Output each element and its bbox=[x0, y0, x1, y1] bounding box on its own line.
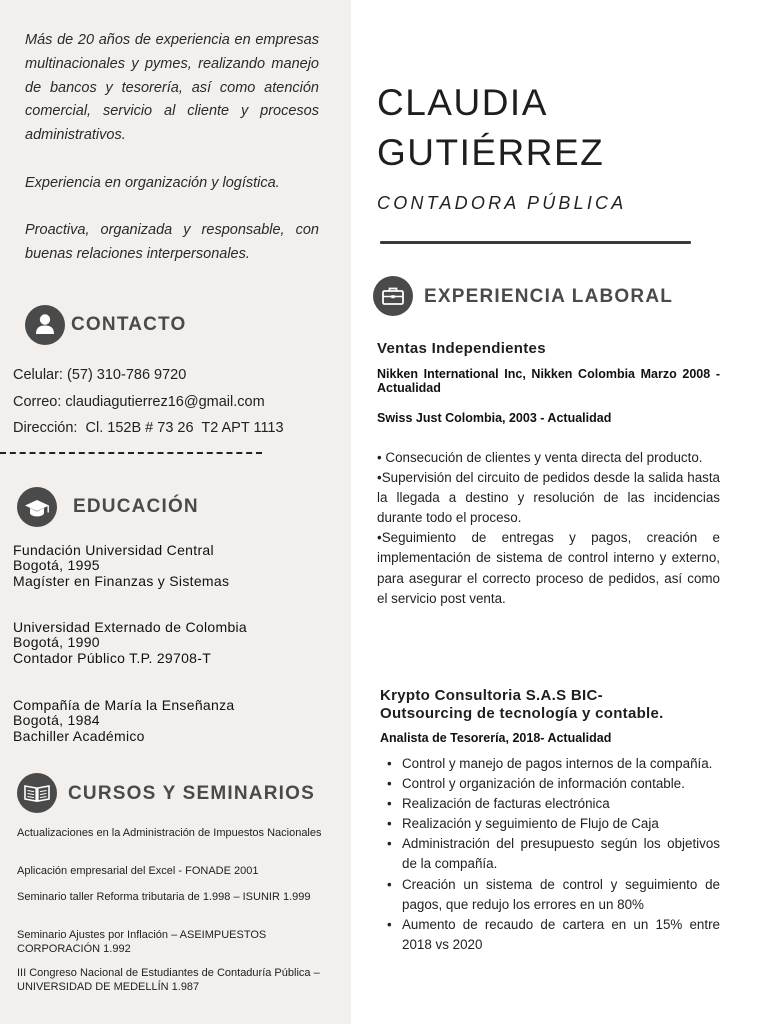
contact-phone: Celular: (57) 310-786 9720 bbox=[13, 367, 187, 383]
education-degree: Magíster en Finanzas y Sistemas bbox=[13, 572, 230, 589]
contact-email: Correo: claudiagutierrez16@gmail.com bbox=[13, 393, 265, 410]
course-item: Actualizaciones en la Administración de Impuestos Nacionales bbox=[17, 827, 322, 839]
education-institution: Fundación Universidad Central bbox=[13, 542, 214, 558]
education-institution: Universidad Externado de Colombia bbox=[13, 619, 248, 635]
person-icon bbox=[25, 305, 65, 345]
dashed-divider bbox=[0, 452, 262, 454]
job-duties bbox=[377, 448, 720, 609]
education-entry bbox=[13, 543, 229, 589]
profile-summary bbox=[25, 29, 319, 291]
course-item: Aplicación empresarial del Excel - FONADE 2001 bbox=[17, 865, 259, 877]
job-title bbox=[380, 687, 664, 723]
list-item: • Control y manejo de pagos internos de la compañía. bbox=[402, 754, 720, 774]
job-title: Ventas Independientes bbox=[377, 340, 546, 357]
first-name: CLAUDIA bbox=[377, 82, 548, 123]
list-item: • Realización de facturas electrónica bbox=[402, 794, 720, 814]
courses-heading: CURSOS Y SEMINARIOS bbox=[68, 783, 315, 804]
education-place-year: Bogotá, 1984 bbox=[13, 712, 100, 729]
header-divider bbox=[380, 241, 691, 244]
job-duties-list bbox=[402, 754, 720, 955]
education-institution: Compañía de María la Enseñanza bbox=[13, 697, 235, 713]
job-title-line: Outsourcing de tecnología y contable. bbox=[380, 705, 664, 722]
list-item: • Aumento de recaudo de cartera en un 15% entre 2018 vs 2020 bbox=[402, 915, 720, 955]
education-degree: Contador Público T.P. 29708-T bbox=[13, 649, 212, 666]
graduation-cap-icon bbox=[17, 487, 57, 527]
list-item: • Creación un sistema de control y seguimiento de pagos, que redujo los errores en un 80% bbox=[402, 875, 720, 915]
briefcase-icon bbox=[373, 276, 413, 316]
contact-address: Dirección: Cl. 152B # 73 26 T2 APT 1113 bbox=[13, 420, 284, 436]
education-entry bbox=[13, 620, 247, 666]
duty-item: • Consecución de clientes y venta directa del producto. bbox=[377, 450, 703, 465]
duty-item: •Supervisión del circuito de pedidos desde la salida hasta la llegada a destino y resolución de las incidencias durante todo el proceso. bbox=[377, 470, 720, 526]
contact-heading: CONTACTO bbox=[71, 314, 187, 335]
course-item: Seminario taller Reforma tributaria de 1.998 – ISUNIR 1.999 bbox=[17, 891, 311, 903]
education-place-year: Bogotá, 1990 bbox=[13, 634, 100, 651]
job-company: Nikken International Inc, Nikken Colombia Marzo 2008 - Actualidad bbox=[377, 367, 720, 395]
education-entry bbox=[13, 698, 234, 744]
job-role: CONTADORA PÚBLICA bbox=[377, 193, 627, 213]
education-degree: Bachiller Académico bbox=[13, 727, 145, 744]
list-item: • Realización y seguimiento de Flujo de Caja bbox=[402, 814, 720, 834]
candidate-name bbox=[377, 78, 604, 178]
book-icon bbox=[17, 773, 57, 813]
duty-item: •Seguimiento de entregas y pagos, creación e implementación de sistema de control interno y externo, para asegurar el correcto proceso de pedidos, así como el servicio post venta. bbox=[377, 530, 720, 606]
job-position: Analista de Tesorería, 2018- Actualidad bbox=[380, 731, 612, 745]
list-item: • Control y organización de información contable. bbox=[402, 774, 720, 794]
course-item: Seminario Ajustes por Inflación – ASEIMPUESTOS CORPORACIÓN 1.992 bbox=[17, 929, 267, 955]
job-company: Swiss Just Colombia, 2003 - Actualidad bbox=[377, 411, 612, 425]
course-item: III Congreso Nacional de Estudiantes de Contaduría Pública – UNIVERSIDAD DE MEDELLÍN 1.987 bbox=[17, 967, 320, 993]
education-place-year: Bogotá, 1995 bbox=[13, 557, 100, 574]
list-item: • Administración del presupuesto según los objetivos de la compañía. bbox=[402, 834, 720, 874]
last-name: GUTIÉRREZ bbox=[377, 132, 605, 173]
job-title-line: Krypto Consultoria S.A.S BIC- bbox=[380, 687, 603, 704]
summary-paragraph: Más de 20 años de experiencia en empresas multinacionales y pymes, realizando manejo de bancos y tesorería, así como atención comercial, servicio al cliente y procesos administrativos. bbox=[25, 32, 319, 144]
summary-paragraph: Proactiva, organizada y responsable, con buenas relaciones interpersonales. bbox=[25, 222, 319, 263]
education-heading: EDUCACIÓN bbox=[73, 496, 199, 517]
experience-heading: EXPERIENCIA LABORAL bbox=[424, 286, 674, 307]
summary-paragraph: Experiencia en organización y logística. bbox=[25, 174, 280, 191]
contact-details bbox=[13, 363, 284, 443]
